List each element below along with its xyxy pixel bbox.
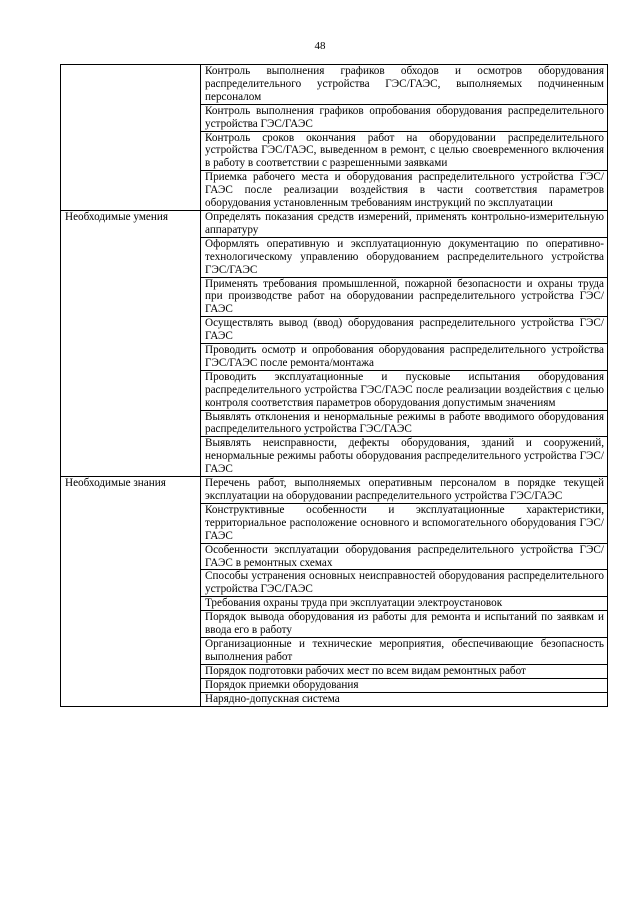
section-label xyxy=(61,65,201,211)
requirement-item: Проводить осмотр и опробования оборудования распределительного устройства ГЭС/ГАЭС после ремонта/монтажа xyxy=(201,344,608,371)
table-row xyxy=(61,210,608,237)
requirement-item: Организационные и технические мероприятия, обеспечивающие безопасность выполнения работ xyxy=(201,637,608,664)
requirement-item: Контроль сроков окончания работ на оборудовании распределительного устройства ГЭС/ГАЭС, выведенном в ремонт, с целью своевременного включения в работу в соответствии с разрешенными заявками xyxy=(201,131,608,171)
requirement-item: Перечень работ, выполняемых оперативным персоналом в порядке текущей эксплуатации на оборудовании распределительного устройства ГЭС/ГАЭС xyxy=(201,477,608,504)
requirement-item: Выявлять неисправности, дефекты оборудования, зданий и сооружений, ненормальные режимы работы оборудования распределительного устройства ГЭС/ГАЭС xyxy=(201,437,608,477)
table-row xyxy=(61,477,608,504)
requirement-item: Требования охраны труда при эксплуатации электроустановок xyxy=(201,597,608,611)
section-label: Необходимые умения xyxy=(61,210,201,476)
requirement-item: Нарядно-допускная система xyxy=(201,692,608,706)
requirement-item: Оформлять оперативную и эксплуатационную документацию по оперативно-технологическому управлению оборудованием распределительного устройства ГЭС/ГАЭС xyxy=(201,237,608,277)
requirement-item: Контроль выполнения графиков опробования оборудования распределительного устройства ГЭС/ГАЭС xyxy=(201,104,608,131)
requirement-item: Выявлять отклонения и ненормальные режимы в работе вводимого оборудования распределительного устройства ГЭС/ГАЭС xyxy=(201,410,608,437)
requirement-item: Конструктивные особенности и эксплуатационные характеристики, территориальное расположение основного и вспомогательного оборудования ГЭС/ГАЭС xyxy=(201,503,608,543)
requirement-item: Контроль выполнения графиков обходов и осмотров оборудования распределительного устройства ГЭС/ГАЭС, выполняемых подчиненным персоналом xyxy=(201,65,608,105)
table-body xyxy=(61,65,608,707)
requirement-item: Особенности эксплуатации оборудования распределительного устройства ГЭС/ГАЭС в ремонтных схемах xyxy=(201,543,608,570)
table-row xyxy=(61,65,608,105)
page-number: 48 xyxy=(314,40,326,52)
requirement-item: Определять показания средств измерений, применять контрольно-измерительную аппаратуру xyxy=(201,210,608,237)
section-label: Необходимые знания xyxy=(61,477,201,706)
requirements-table xyxy=(60,64,608,707)
requirement-item: Порядок подготовки рабочих мест по всем видам ремонтных работ xyxy=(201,664,608,678)
requirement-item: Способы устранения основных неисправностей оборудования распределительного устройства ГЭС/ГАЭС xyxy=(201,570,608,597)
requirement-item: Осуществлять вывод (ввод) оборудования распределительного устройства ГЭС/ГАЭС xyxy=(201,317,608,344)
requirement-item: Применять требования промышленной, пожарной безопасности и охраны труда при производстве работ на оборудовании распределительного устройства ГЭС/ГАЭС xyxy=(201,277,608,317)
requirement-item: Проводить эксплуатационные и пусковые испытания оборудования распределительного устройства ГЭС/ГАЭС после реализации воздействия с целью контроля соответствия параметров оборудования допустимым значениям xyxy=(201,370,608,410)
requirement-item: Порядок вывода оборудования из работы для ремонта и испытаний по заявкам и ввода его в работу xyxy=(201,611,608,638)
requirement-item: Приемка рабочего места и оборудования распределительного устройства ГЭС/ГАЭС после реализации воздействия в части соответствия параметров оборудования установленным требованиям инструкций по эксплуатации xyxy=(201,171,608,211)
requirement-item: Порядок приемки оборудования xyxy=(201,678,608,692)
